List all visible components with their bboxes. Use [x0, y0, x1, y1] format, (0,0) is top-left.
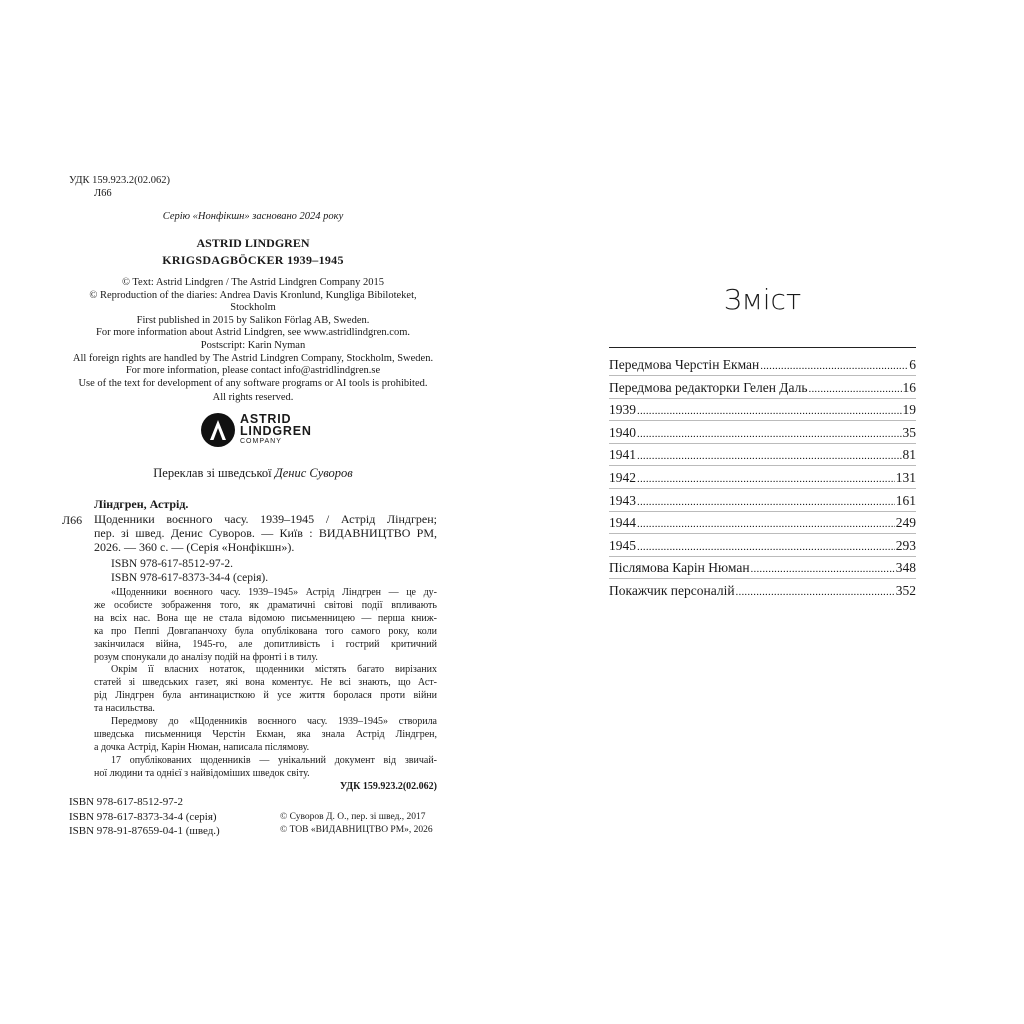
series-note: Серію «Нонфікшн» засновано 2024 року	[162, 211, 344, 222]
isbn-line: ISBN 978-91-87659-04-1 (швед.)	[69, 825, 220, 837]
toc-item-label: Покажчик персоналій	[609, 583, 735, 598]
isbn-line: ISBN 978-617-8373-34-4 (серія)	[69, 810, 217, 823]
translator-credit	[69, 466, 437, 481]
toc-leader	[637, 538, 895, 554]
catalog-heading: Ліндгрен, Астрід.	[94, 497, 189, 511]
toc-separator	[609, 398, 916, 399]
annotation-line: ка про Пеппі Довгапанчоху була опублікована того самого року, коли	[94, 625, 437, 637]
annotation-line: ної людини та однієї з найвідоміших шведок світу.	[94, 767, 310, 779]
toc-leader	[637, 470, 895, 486]
toc-title: Зміст	[723, 283, 802, 316]
toc-item[interactable]	[609, 538, 916, 554]
toc-item-page: 348	[895, 560, 916, 576]
copyright-block	[64, 277, 442, 405]
toc-item-page: 6	[909, 357, 916, 372]
original-author: ASTRID LINDGREN	[196, 236, 310, 250]
copyright-line: All foreign rights are handled by The Astrid Lindgren Company, Stockholm, Sweden.	[72, 352, 434, 364]
toc-rule	[609, 347, 916, 348]
author-mark-top: Л66	[94, 188, 112, 199]
toc-separator	[609, 375, 916, 376]
catalog-entry	[94, 513, 437, 554]
toc-item-label: 1942	[609, 470, 636, 485]
catalog-entry-line: Щоденники воєнного часу. 1939–1945 / Астрід Ліндгрен;	[94, 512, 437, 526]
annotation-line: на всіх нас. Вона ще не стала відомою письменницею — перша книж-	[94, 612, 437, 624]
catalog-isbn-line: ISBN 978-617-8373-34-4 (серія).	[111, 572, 269, 584]
toc-item[interactable]	[609, 583, 916, 599]
logo-line3: COMPANY	[240, 438, 282, 445]
toc-item-page: 19	[902, 402, 916, 418]
copyright-line: For more information about Astrid Lindgren, see www.astridlindgren.com.	[96, 327, 410, 339]
copyright-line: All rights reserved.	[212, 392, 294, 404]
original-title: KRIGSDAGBÖCKER 1939–1945	[162, 253, 344, 267]
toc-leader	[637, 447, 902, 463]
toc-item-label: 1945	[609, 537, 636, 553]
toc-separator	[609, 511, 916, 512]
toc-leader	[637, 425, 902, 441]
toc-item-page: 293	[895, 537, 916, 553]
annotation-line: «Щоденники воєнного часу. 1939–1945» Астрід Ліндгрен — це ду-	[111, 587, 437, 598]
toc-item-page: 35	[902, 424, 916, 440]
copyright-line: First published in 2015 by Salikon Förlag AB, Sweden.	[136, 314, 370, 326]
toc-item-label: 1944	[609, 515, 636, 531]
toc-item-label: Передмова Черстін Екман	[609, 357, 760, 372]
copyright-line: © Text: Astrid Lindgren / The Astrid Lindgren Company 2015	[121, 277, 385, 288]
toc-item-page: 16	[902, 379, 916, 395]
toc-item-label: Передмова редакторки Гелен Даль	[609, 379, 808, 395]
toc-item[interactable]	[609, 425, 916, 441]
toc-leader	[637, 493, 895, 509]
toc-item-label: 1943	[609, 492, 636, 508]
catalog-entry-line: пер. зі швед. Денис Суворов. — Київ : ВИДАВНИЦТВО РМ,	[94, 525, 437, 540]
right-page	[512, 0, 1024, 1024]
toc-leader	[637, 402, 902, 418]
toc-item[interactable]	[609, 470, 916, 486]
catalog-annotation	[94, 587, 437, 781]
annotation-line: же особисте зображення того, як драматичні світові події впливають	[94, 599, 437, 611]
toc-item[interactable]	[609, 380, 916, 396]
logo-line1: ASTRID	[240, 412, 292, 426]
copyright-line: Postscript: Karin Nyman	[200, 339, 306, 351]
toc-item-page: 352	[895, 583, 916, 598]
astrid-lindgren-logo	[201, 411, 321, 449]
toc-separator	[609, 465, 916, 466]
toc-leader	[736, 583, 895, 599]
annotation-line: Передмову до «Щоденників воєнного часу. 1939–1945» створила	[111, 716, 437, 728]
catalog-isbn-line: ISBN 978-617-8512-97-2.	[111, 558, 234, 570]
toc-item-label: 1941	[609, 447, 636, 463]
rights-block	[280, 811, 433, 836]
toc-item[interactable]	[609, 402, 916, 418]
annotation-line: 17 опублікованих щоденників — унікальний документ від звичай-	[111, 754, 437, 766]
rights-line: © ТОВ «ВИДАВНИЦТВО РМ», 2026	[280, 824, 433, 835]
annotation-line: розум спонукали до аналізу подій на фронті і в тилу.	[94, 651, 318, 663]
toc-separator	[609, 420, 916, 421]
toc-leader	[637, 515, 895, 531]
toc-separator	[609, 533, 916, 534]
toc-separator	[609, 443, 916, 444]
isbn-block	[69, 795, 220, 839]
toc-item[interactable]	[609, 447, 916, 463]
annotation-line: а дочка Астрід, Карін Нюман, написала післямову.	[94, 741, 310, 753]
translator-label: Переклав зі шведської	[153, 466, 272, 480]
annotation-line: шведська письменниця Черстін Екман, яка знала Астрід Ліндгрен,	[94, 728, 437, 740]
logo-line2: LINDGREN	[240, 424, 312, 438]
toc-item[interactable]	[609, 515, 916, 531]
toc-leader	[751, 560, 895, 576]
rights-line: © Суворов Д. О., пер. зі швед., 2017	[280, 812, 426, 822]
udk-top: УДК 159.923.2(02.062)	[69, 175, 171, 186]
toc-separator	[609, 578, 916, 579]
toc-item-page: 131	[895, 470, 916, 485]
copyright-line: Use of the text for development of any software programs or AI tools is prohibited.	[78, 377, 428, 389]
toc-item[interactable]	[609, 357, 916, 373]
toc-separator	[609, 488, 916, 489]
copyright-line: For more information, please contact info@astridlindgren.se	[125, 365, 381, 377]
toc-item[interactable]	[609, 560, 916, 576]
isbn-line: ISBN 978-617-8512-97-2	[69, 796, 183, 808]
toc-item-page: 81	[902, 447, 916, 463]
toc-item-page: 161	[895, 492, 916, 508]
toc-item-label: Післямова Карін Нюман	[609, 560, 750, 576]
toc-item[interactable]	[609, 493, 916, 509]
copyright-line: Stockholm	[230, 302, 276, 314]
catalog-isbn	[111, 557, 268, 585]
translator-name: Денис Суворов	[274, 466, 353, 480]
astrid-lindgren-a-icon	[201, 413, 235, 447]
annotation-line: статей зі шведських газет, які вона коментує. Не всі знають, що Аст-	[94, 677, 437, 689]
toc-item-page: 249	[895, 515, 916, 531]
annotation-line: Окрім її власних нотаток, щоденники містять багато вирізаних	[111, 664, 437, 676]
toc-item-label: 1940	[609, 424, 636, 440]
annotation-line: рід Ліндгрен була антинацисткою й усе життя боролася проти війни	[94, 690, 437, 702]
udk-bottom: УДК 159.923.2(02.062)	[339, 781, 437, 792]
catalog-entry-line: 2026. — 360 с. — (Серія «Нонфікшн»).	[94, 539, 295, 554]
copyright-line: © Reproduction of the diaries: Andrea Davis Kronlund, Kungliga Bibiloteket,	[89, 289, 417, 301]
toc-item-label: 1939	[609, 402, 636, 418]
toc-leader	[760, 357, 908, 373]
toc-separator	[609, 556, 916, 557]
annotation-line: закінчилася війна, 1945-го, але допитливість і гострий критичний	[94, 638, 437, 650]
toc-leader	[809, 380, 902, 396]
annotation-line: та насильства.	[94, 703, 155, 715]
catalog-mark: Л66	[62, 513, 83, 527]
